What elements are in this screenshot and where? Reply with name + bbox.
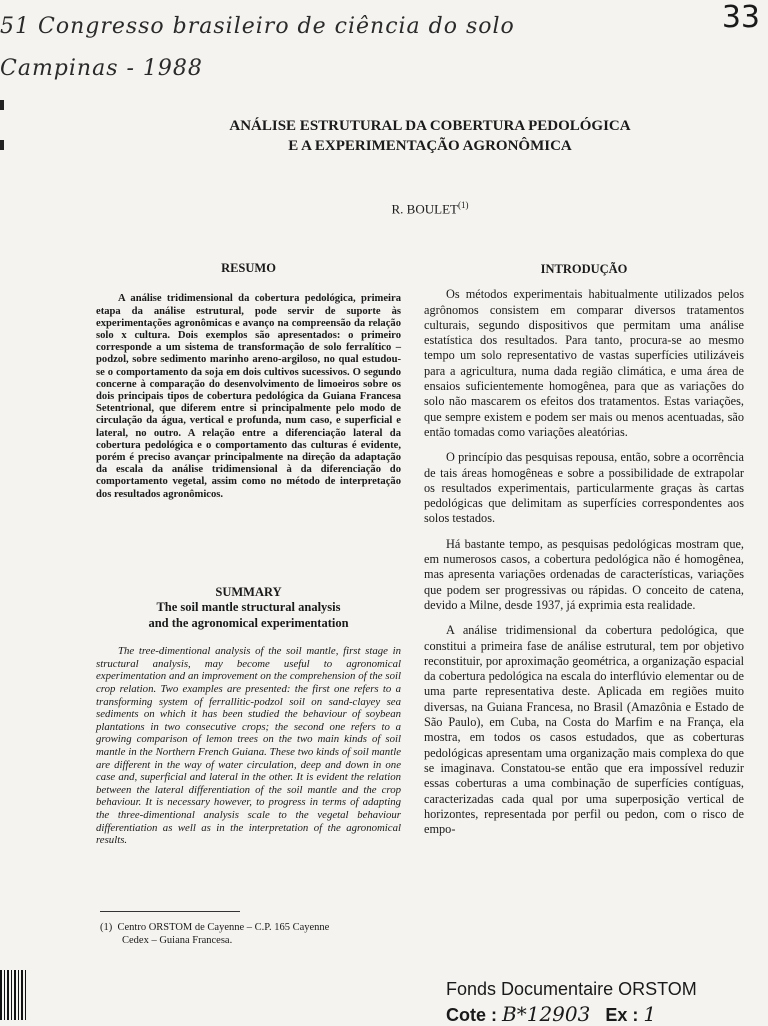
right-column: [424, 262, 744, 837]
footnote-mark: (1): [100, 922, 113, 933]
footnote-line2: Cedex – Guiana Francesa.: [122, 934, 233, 946]
title-line2: E A EXPERIMENTAÇÃO AGRONÔMICA: [288, 138, 572, 154]
title-line1: ANÁLISE ESTRUTURAL DA COBERTURA PEDOLÓGICA: [229, 118, 631, 134]
left-column: [96, 262, 401, 501]
handwritten-note-line2: Campinas - 1988: [0, 56, 203, 81]
margin-mark: [0, 140, 4, 150]
intro-paragraph-4: A análise tridimensional da cobertura pedológica, que constitui a primeira fase de análise estrutural, tem por objetivo reconstituir, por aproximação geométrica, a organização espacial da cobertura pedológica na escala do interflúvio elementar ou de uma parte representativa deste. Aplicada em regiões muito diversas, na Guiana Francesa, no Brasil (Amazônia e Estado de São Paulo), em Cuba, na Costa do Marfim e na França, ela mostra, em todos os casos estudados, que as coberturas pedológicas apresentam uma organização mais complexa do que se imaginava. Constatou-se então que era impossível reduzir essas coberturas a uma combinação de superfícies contíguas, caracterizadas cada qual por uma superposição vertical de horizontes, representada por perfil ou pedon, com o risco de empo-: [424, 623, 744, 837]
article-title: [150, 116, 710, 156]
author: [330, 200, 530, 217]
author-note-mark: (1): [457, 200, 469, 210]
ex-value: 1: [643, 1002, 657, 1026]
archive-stamp: Fonds Documentaire ORSTOM: [446, 979, 697, 999]
author-name: R. BOULET: [391, 201, 458, 217]
page-number: 33: [721, 0, 760, 35]
cote-label: Cote :: [446, 1005, 497, 1025]
summary-subtitle-line1: The soil mantle structural analysis: [156, 600, 341, 615]
footnote: [100, 922, 400, 947]
footnote-line1: Centro ORSTOM de Cayenne – C.P. 165 Cayenne: [117, 922, 330, 933]
summary-heading: SUMMARY: [215, 585, 282, 599]
summary-section: [96, 586, 401, 847]
cote-value: B*12903: [502, 1002, 591, 1026]
intro-paragraph-1: Os métodos experimentais habitualmente utilizados pelos agrônomos consistem em comparar diversos tratamentos culturais, segundo dispositivos que permitam uma análise estatística dos resultados. Para tanto, procura-se ao mesmo tempo um solo representativo de vastas superfícies utilizáveis para a agricultura, numa dada região climática, e uma área de ensaios suficientemente homogênea, para que as variações do solo não mascarem os efeitos dos tratamentos. Estas variações, que sempre existem e podem ser mais ou menos acentuadas, são então tomadas como variações aleatórias.: [424, 287, 744, 439]
summary-subtitle-line2: and the agronomical experimentation: [148, 616, 349, 631]
summary-text: The tree-dimentional analysis of the soil mantle, first stage in structural analysis, may become useful to agronomical experimentation and an improvement on the comprehension of the soil crop relation. Two examples are presented: the first one refers to a transforming system of ferrallitic-podzol soil on sand-clayey sea sediments on which it has been studied the behaviour of soybean plantations in two consecutive crops; the second one refers to a growing comparison of lemon trees on the two main kinds of soil mantle in the Northern French Guiana. These two kinds of soil mantle are different in the way of water circulation, deep and down in one case and, superficial and lateral in the other. It is evident the relation between the lateral differentiation of the soil mantle and the crop behaviour. It is necessary however, to progress in terms of adapting the three-dimentional analysis scale to the vegetal behaviour differentiation as well as in the interpretation of the agronomical results.: [96, 645, 401, 847]
resumo-text: A análise tridimensional da cobertura pedológica, primeira etapa da análise estrutural, pode servir de suporte às experimentações agronômicas e avanço na compreensão da relação solo x cultura. Dois exemplos são apresentados: o primeiro corresponde a um sistema de transformação de solo ferralítico – podzol, sobre sedimento marinho areno-argiloso, no qual estudou-se o comportamento da soja em dois cultivos sucessivos. O segundo concerne à comparação do desenvolvimento de limoeiros sobre os dois principais tipos de cobertura pedológica da Guiana Francesa Setentrional, que diferem entre si principalmente pelo modo de circulação da água, vertical e profunda, num caso, e superficial e lateral, no outro. A relação entre a diferenciação lateral da cobertura pedológica e o comportamento das culturas é evidente, porém é preciso avançar principalmente na direção da adaptação da escala da análise tridimensional à da diferenciação do comportamento vegetal, assim como no método de interpretação dos resultados agronômicos.: [96, 293, 401, 500]
introducao-heading: INTRODUÇÃO: [540, 262, 628, 276]
margin-mark: [0, 100, 4, 110]
handwritten-note-line1: 51 Congresso brasileiro de ciência do solo: [0, 14, 515, 39]
barcode-strip: [0, 970, 26, 1020]
footnote-divider: [100, 911, 240, 912]
ex-label: Ex :: [605, 1005, 639, 1025]
resumo-heading: RESUMO: [221, 261, 276, 275]
archive-cote: [446, 1002, 656, 1026]
intro-paragraph-3: Há bastante tempo, as pesquisas pedológicas mostram que, em numerosos casos, a cobertura pedológica não é homogênea, mas apresenta variações ordenadas de características, variações que podem ser progressivas ou rápidas. O conceito de catena, devido a Milne, desde 1937, já exprimia esta realidade.: [424, 536, 744, 612]
intro-paragraph-2: O princípio das pesquisas repousa, então, sobre a ocorrência de tais áreas homogêneas e sobre a possibilidade de extrapolar os resultados experimentais, particularmente graças às cartas pedológicas que delimitam as superfícies correspondentes aos solos testados.: [424, 450, 744, 526]
